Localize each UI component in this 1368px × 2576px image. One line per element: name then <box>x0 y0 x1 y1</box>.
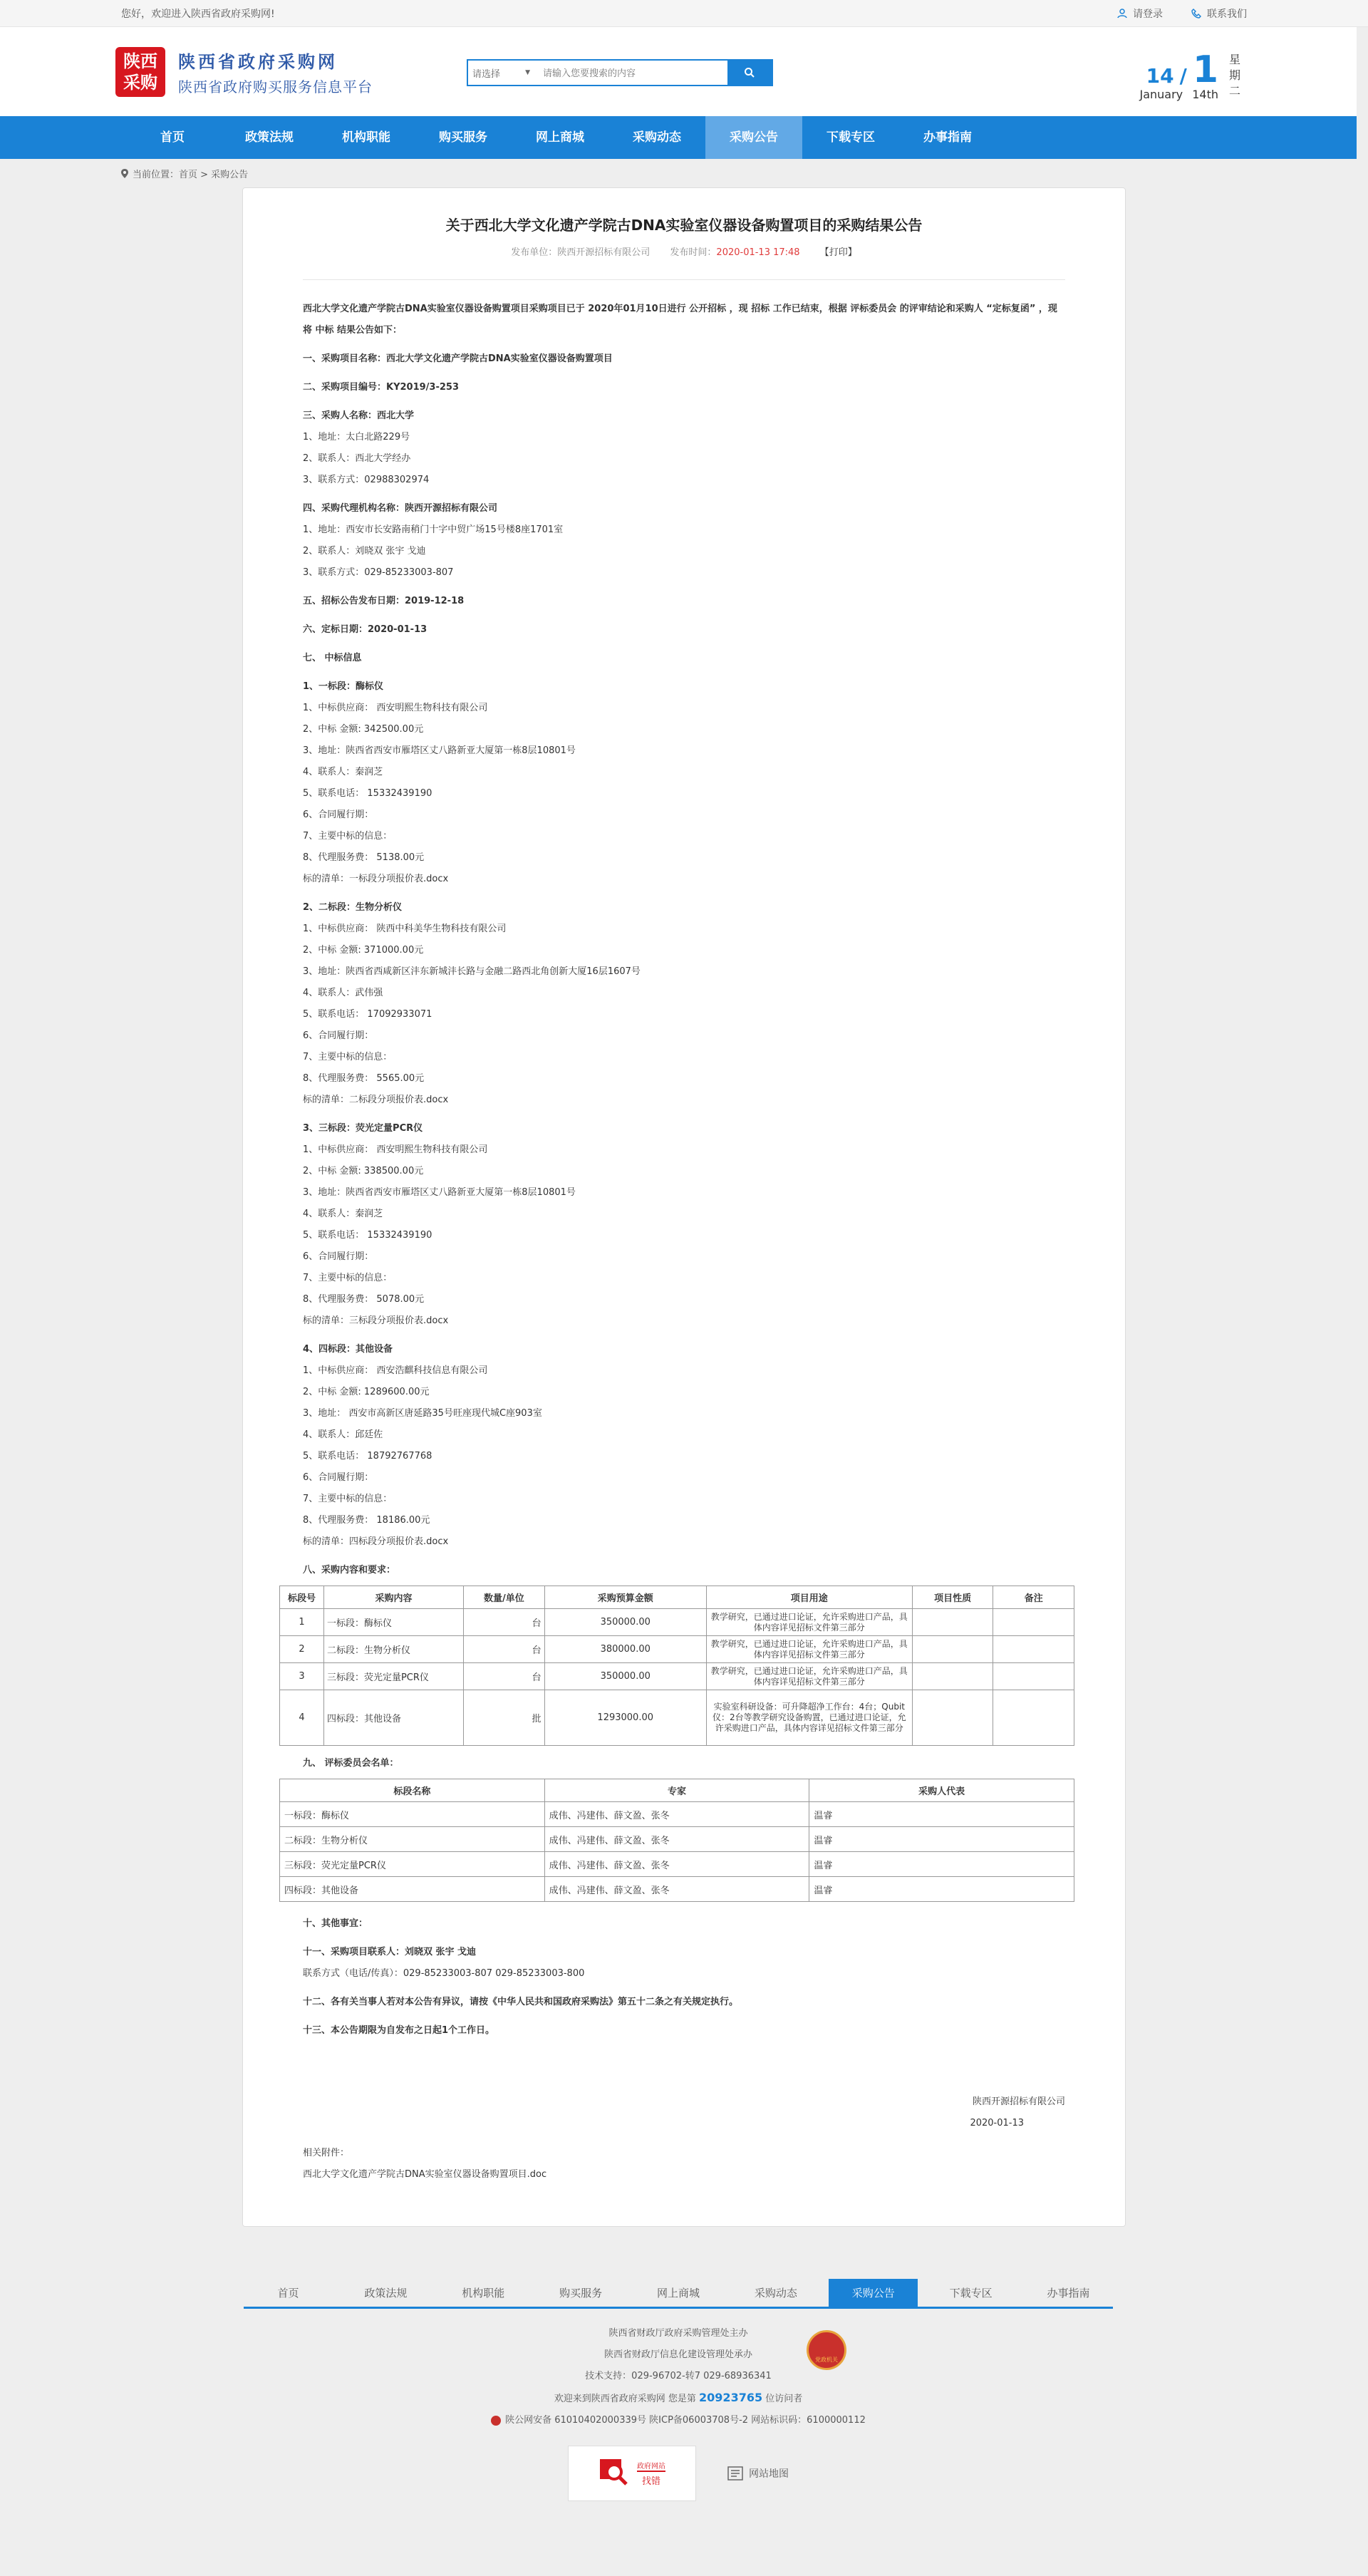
article-line: 七、 中标信息 <box>303 653 362 663</box>
article-line: 2、联系人：西北大学经办 <box>303 453 411 464</box>
lot-detail[interactable]: 标的清单：一标段分项报价表.docx <box>303 874 449 884</box>
table-cell: 温睿 <box>809 1802 1074 1827</box>
header <box>0 27 1357 116</box>
welcome-text: 您好，欢迎进入陕西省政府采购网! <box>121 9 275 20</box>
search-icon <box>744 67 755 78</box>
contact-link[interactable]: 联系我们 <box>1191 6 1247 21</box>
article-card <box>242 187 1126 2227</box>
article-line: 六、定标日期：2020-01-13 <box>303 624 428 635</box>
lot-detail: 1、中标供应商： 西安明熙生物科技有限公司 <box>303 1144 488 1155</box>
article-line: 1、地址：太白北路229号 <box>303 432 410 443</box>
footer-nav-policy[interactable]: 政策法规 <box>364 2287 408 2300</box>
table-cell: 350000.00 <box>544 1609 706 1636</box>
nav-home[interactable]: 首页 <box>160 130 185 145</box>
footer-nav-downloads[interactable]: 下载专区 <box>949 2287 993 2300</box>
lot-detail: 8、代理服务费： 5078.00元 <box>303 1294 425 1305</box>
article-line: 3、联系方式：02988302974 <box>303 475 430 485</box>
table-cell: 温睿 <box>809 1852 1074 1877</box>
lot-detail: 4、联系人：武伟强 <box>303 988 383 998</box>
table-cell <box>993 1663 1074 1690</box>
table-cell: 成伟、冯建伟、薛文盈、张冬 <box>544 1802 809 1827</box>
sitemap-icon <box>727 2466 743 2481</box>
table-header: 项目用途 <box>706 1586 912 1609</box>
print-button[interactable]: 【打印】 <box>819 247 857 258</box>
table-header: 采购预算金额 <box>544 1586 706 1609</box>
table-cell <box>912 1690 993 1746</box>
table-cell <box>993 1690 1074 1746</box>
lot-detail: 3、地址： 西安市高新区唐延路35号旺座现代城C座903室 <box>303 1408 542 1419</box>
lot-detail[interactable]: 标的清单：三标段分项报价表.docx <box>303 1315 449 1326</box>
article-line: 二、采购项目编号：KY2019/3-253 <box>303 382 459 393</box>
police-badge-icon <box>491 2416 501 2426</box>
chevron-down-icon: ▼ <box>525 69 530 76</box>
lot-detail: 7、主要中标的信息： <box>303 1494 393 1504</box>
table-row <box>280 1827 1074 1852</box>
table-row <box>280 1852 1074 1877</box>
article-body: 西北大学文化遗产学院古DNA实验室仪器设备购置项目采购项目已于 2020年01月10日进行 公开招标 ，现 招标 工作已结束，根据 评标委员会 的评审结论和采购人 “定标复函” ，现将 中标 结果公告如下： 一、采购项目名称：西北大学文化遗产学院古DNA实验室仪器设备购置项目 二、采购项目编号：KY2019/3-253 三、采购人名称：西北大学 1、地址：太白北路229号 2、联系人：西北大学经办 3、联系方式：02988302974 四、采购代理机构名称：陕西开源招标有限公司 1、地址：西安市长安路南稍门十字中贸广场15号楼8座1701室 2、联系人：刘晓双 张宇 戈迪 3、联系方式：029-85233003-807 五、招标公告发布日期：2019-12-18 六、定标日期：2020-01-13 七、 中标信息 1、一标段：酶标仪 1、中标供应商： 西安明熙生物科技有限公司 2、中标 金额: 342500.00元 3、地址：陕西省西安市雁塔区丈八路新亚大厦第一栋8层10801号 4、联系人：秦润芝 5、联系电话： 15332439190 6、合同履行期： 7、主要中标的信息： 8、代理服务费： 5138.00元 标的清单：一标段分项报价表.docx 2、二标段：生物分析仪 1、中标供应商： 陕西中科美华生物科技有限公司 2、中标 金额: 371000.00元 3、地址：陕西省西咸新区沣东新城沣长路与金融二路西北角创新大厦16层1607号 4、联系人：武伟强 5、联系电话： 17092933071 6、合同履行期： 7、主要中标的信息： 8、代理服务费： 5565.00元 标的清单：二标段分项报价表.docx 3、三标段：荧光定量PCR仪 1、中标供应商： 西安明熙生物科技有限公司 2、中标 金额: 338500.00元 3、地址：陕西省西安市雁塔区丈八路新亚大厦第一栋8层10801号 4、联系人：秦润芝 5、联系电话： 15332439190 6、合同履行期： 7、主要中标的信息： 8、代理服务费： 5078.00元 标的清单：三标段分项报价表.docx 4、四标段：其他设备 1、中标供应商： 西安浩麒科技信息有限公司 2、中标 金额: 1289600.00元 3、地址： 西安市高新区唐延路35号旺座现代城C座903室 4、联系人：邱廷佐 5、联系电话： 18792767768 6、合同履行期： 7、主要中标的信息： 8、代理服务费： 18186.00元 标的清单：四标段分项报价表.docx 八、采购内容和要求： 标段号 采购内容 数量/单位 采购预算金额 项目用途 项目性质 备注 1 一标段：酶标仪 台 350000.00 教学研究，已通过进口论证，允许采购进口产品，具体内容详见招标文件第三部分 2 二标段：生物分析仪 台 380000.00 教学研究，已通过进口论证，允许采购进口产品，具体内容详见招标文件第三部分 3 三标段：荧光定量PCR仪 台 350000.00 教学研究，已通过进口论证，允许采购进口产品，具体内容详见招标文件第三部分 4 四标段：其他设备 批 1293000.00 实验室科研设备：可升降超净工作台：4台；Qubit仪：2台等教学研究设备购置，已通过进口论证，允许采购进口产品，具体内容详见招标文件第三部分 九、 评标委员会名单： 标段名称 专家 采购人代表 一标段：酶标仪 成伟、冯建伟、薛文盈、张冬 温睿 二标段：生物分析仪 成伟、冯建伟、薛文盈、张冬 温睿 三标段：荧光定量PCR仪 成伟、冯建伟、薛文盈、张冬 温睿 四标段：其他设备 成伟、冯建伟、薛文盈、张冬 温睿 十、其他事宜： 十一、采购项目联系人：刘晓双 张宇 戈迪 联系方式（电话/传真）：029-85233003-807 029-85233003-800 十二、各有关当事人若对本公告有异议，请按《中华人民共和国政府采购法》第五十二条之有关规定执行。 十三、本公告期限为自发布之日起1个工作日。 陕西开源招标有限公司 2020-01-13 相关附件： 西北大学文化遗产学院古DNA实验室仪器设备购置项目.doc <box>303 299 1065 2186</box>
lot-detail: 5、联系电话： 15332439190 <box>303 788 432 799</box>
table-cell: 台 <box>464 1609 545 1636</box>
top-bar <box>0 0 1368 27</box>
table-cell: 教学研究，已通过进口论证，允许采购进口产品，具体内容详见招标文件第三部分 <box>706 1663 912 1690</box>
footer-nav-announcements[interactable]: 采购公告 <box>829 2279 918 2307</box>
table-row <box>280 1663 1074 1690</box>
footer-nav-guide[interactable]: 办事指南 <box>1047 2287 1090 2300</box>
table-cell: 二标段：生物分析仪 <box>280 1827 545 1852</box>
article-line: 四、采购代理机构名称：陕西开源招标有限公司 <box>303 503 498 514</box>
table-cell: 350000.00 <box>544 1663 706 1690</box>
table-cell: 三标段：荧光定量PCR仪 <box>323 1663 463 1690</box>
lot-detail: 8、代理服务费： 5565.00元 <box>303 1073 425 1084</box>
table-cell: 一标段：酶标仪 <box>280 1802 545 1827</box>
footer-nav-online-mall[interactable]: 网上商城 <box>656 2287 700 2300</box>
table-header: 标段号 <box>280 1586 324 1609</box>
lot-detail: 5、联系电话： 17092933071 <box>303 1009 432 1020</box>
nav-purchase-service[interactable]: 购买服务 <box>439 130 487 145</box>
lot-detail: 3、地址：陕西省西安市雁塔区丈八路新亚大厦第一栋8层10801号 <box>303 1187 576 1198</box>
table-header: 项目性质 <box>912 1586 993 1609</box>
table-cell: 教学研究，已通过进口论证，允许采购进口产品，具体内容详见招标文件第三部分 <box>706 1636 912 1663</box>
date-widget: 14 / 1 January 14th 星期二 <box>1139 48 1240 101</box>
lot-detail: 7、主要中标的信息： <box>303 1052 393 1062</box>
party-emblem[interactable]: 党政机关 <box>807 2330 846 2370</box>
table-row <box>280 1877 1074 1902</box>
search-category-select[interactable]: 请选择 ▼ <box>472 68 530 80</box>
lot-detail: 2、中标 金额: 338500.00元 <box>303 1166 424 1176</box>
lot-detail: 6、合同履行期： <box>303 1251 374 1262</box>
nav-online-mall[interactable]: 网上商城 <box>536 130 584 145</box>
table-cell: 1293000.00 <box>544 1690 706 1746</box>
nav-guide[interactable]: 办事指南 <box>923 130 972 145</box>
table-row <box>280 1690 1074 1746</box>
table-cell <box>912 1663 993 1690</box>
lot-heading: 3、三标段：荧光定量PCR仪 <box>303 1123 423 1134</box>
table-row <box>280 1802 1074 1827</box>
lot-heading: 4、四标段：其他设备 <box>303 1344 393 1355</box>
sitemap-link[interactable]: 网站地图 <box>727 2466 789 2481</box>
article-line: 2、联系人：刘晓双 张宇 戈迪 <box>303 546 426 557</box>
table-cell: 380000.00 <box>544 1636 706 1663</box>
table-cell: 2 <box>280 1636 324 1663</box>
table-cell: 三标段：荧光定量PCR仪 <box>280 1852 545 1877</box>
lot-detail: 2、中标 金额: 371000.00元 <box>303 945 424 956</box>
location-pin-icon <box>121 169 128 178</box>
table-cell <box>912 1636 993 1663</box>
table-header: 采购内容 <box>323 1586 463 1609</box>
signature-date: 2020-01-13 <box>970 2118 1024 2128</box>
table-cell: 实验室科研设备：可升降超净工作台：4台；Qubit仪：2台等教学研究设备购置，已通过进口论证，允许采购进口产品，具体内容详见招标文件第三部分 <box>706 1690 912 1746</box>
attachment-link[interactable]: 西北大学文化遗产学院古DNA实验室仪器设备购置项目.doc <box>303 2169 547 2180</box>
search-bar <box>467 59 773 86</box>
table-cell: 成伟、冯建伟、薛文盈、张冬 <box>544 1877 809 1902</box>
footer-nav <box>244 2279 1113 2309</box>
nav-policy[interactable]: 政策法规 <box>245 130 294 145</box>
article-line: 3、联系方式：029-85233003-807 <box>303 567 454 578</box>
logo-emblem: 陕西 采购 <box>115 47 165 97</box>
footer-nav-purchase-service[interactable]: 购买服务 <box>559 2287 603 2300</box>
user-icon <box>1117 9 1127 19</box>
lot-detail: 6、合同履行期： <box>303 1472 374 1483</box>
login-link[interactable]: 请登录 <box>1117 6 1163 21</box>
intro-paragraph: 西北大学文化遗产学院古DNA实验室仪器设备购置项目采购项目已于 2020年01月10日进行 公开招标 ，现 招标 工作已结束，根据 评标委员会 的评审结论和采购人 “定标复函” ，现将 中标 结果公告如下： <box>303 304 1057 336</box>
lot-heading: 2、二标段：生物分析仪 <box>303 902 403 913</box>
table-cell: 4 <box>280 1690 324 1746</box>
lot-detail: 7、主要中标的信息： <box>303 831 393 842</box>
gov-site-error-badge[interactable]: 政府网站 找错 <box>568 2446 696 2501</box>
lot-detail: 6、合同履行期： <box>303 809 374 820</box>
lot-detail: 5、联系电话： 15332439190 <box>303 1230 432 1241</box>
footer-nav-institutions[interactable]: 机构职能 <box>462 2287 505 2300</box>
lot-detail: 2、中标 金额: 1289600.00元 <box>303 1387 430 1397</box>
table-cell: 一标段：酶标仪 <box>323 1609 463 1636</box>
committee-table <box>279 1779 1074 1902</box>
footer-nav-procurement-news[interactable]: 采购动态 <box>754 2287 797 2300</box>
lot-detail: 3、地址：陕西省西咸新区沣东新城沣长路与金融二路西北角创新大厦16层1607号 <box>303 966 641 977</box>
lot-heading: 1、一标段：酶标仪 <box>303 681 384 692</box>
magnifier-icon <box>598 2458 630 2489</box>
table-header: 采购人代表 <box>809 1779 1074 1802</box>
site-title: 陕西省政府采购网 <box>178 52 338 72</box>
main-nav <box>0 116 1357 159</box>
lot-detail: 1、中标供应商： 西安浩麒科技信息有限公司 <box>303 1365 488 1376</box>
lot-detail: 4、联系人：秦润芝 <box>303 1209 383 1219</box>
table-cell <box>912 1609 993 1636</box>
table-header: 专家 <box>544 1779 809 1802</box>
table-row <box>280 1609 1074 1636</box>
table-cell: 温睿 <box>809 1877 1074 1902</box>
search-input[interactable] <box>536 61 727 85</box>
lot-detail: 1、中标供应商： 陕西中科美华生物科技有限公司 <box>303 924 507 934</box>
table-cell: 二标段：生物分析仪 <box>323 1636 463 1663</box>
table-cell: 四标段：其他设备 <box>280 1877 545 1902</box>
nav-downloads[interactable]: 下载专区 <box>826 130 875 145</box>
phone-icon <box>1191 9 1201 19</box>
lot-detail: 4、联系人：邱廷佐 <box>303 1429 383 1440</box>
procurement-table <box>279 1586 1074 1746</box>
lot-detail: 3、地址：陕西省西安市雁塔区丈八路新亚大厦第一栋8层10801号 <box>303 745 576 756</box>
table-cell: 台 <box>464 1636 545 1663</box>
table-cell <box>993 1636 1074 1663</box>
table-cell: 成伟、冯建伟、薛文盈、张冬 <box>544 1852 809 1877</box>
site-subtitle: 陕西省政府购买服务信息平台 <box>178 78 373 95</box>
table-header: 标段名称 <box>280 1779 545 1802</box>
table-cell: 台 <box>464 1663 545 1690</box>
table-cell: 温睿 <box>809 1827 1074 1852</box>
lot-detail: 5、联系电话： 18792767768 <box>303 1451 432 1462</box>
visitor-count: 20923765 <box>699 2391 763 2404</box>
table-cell: 1 <box>280 1609 324 1636</box>
weekday: 星期二 <box>1228 53 1240 98</box>
table-cell: 批 <box>464 1690 545 1746</box>
table-row <box>280 1636 1074 1663</box>
lot-detail: 8、代理服务费： 18186.00元 <box>303 1515 430 1526</box>
article-meta: 发布单位：陕西开源招标有限公司 发布时间：2020-01-13 17:48 【打印】 <box>303 244 1065 280</box>
table-header: 备注 <box>993 1586 1074 1609</box>
article-line: 1、地址：西安市长安路南稍门十字中贸广场15号楼8座1701室 <box>303 524 564 535</box>
table-cell: 四标段：其他设备 <box>323 1690 463 1746</box>
table-cell: 3 <box>280 1663 324 1690</box>
lot-detail: 4、联系人：秦润芝 <box>303 767 383 777</box>
breadcrumb: 当前位置：首页 > 采购公告 <box>121 159 1247 187</box>
table-cell: 成伟、冯建伟、薛文盈、张冬 <box>544 1827 809 1852</box>
footer-nav-home[interactable]: 首页 <box>277 2287 299 2300</box>
lot-detail[interactable]: 标的清单：四标段分项报价表.docx <box>303 1536 449 1547</box>
article-title: 关于西北大学文化遗产学院古DNA实验室仪器设备购置项目的采购结果公告 <box>445 217 923 234</box>
article-line: 五、招标公告发布日期：2019-12-18 <box>303 596 465 606</box>
lot-detail: 8、代理服务费： 5138.00元 <box>303 852 425 863</box>
article-line: 三、采购人名称：西北大学 <box>303 410 415 421</box>
lot-detail: 2、中标 金额: 342500.00元 <box>303 724 424 735</box>
article-line: 一、采购项目名称：西北大学文化遗产学院古DNA实验室仪器设备购置项目 <box>303 353 613 364</box>
table-cell <box>993 1609 1074 1636</box>
lot-detail[interactable]: 标的清单：二标段分项报价表.docx <box>303 1095 449 1105</box>
footer: 首页 政策法规 机构职能 购买服务 网上商城 采购动态 采购公告 下载专区 办事指南 陕西省财政厅政府采购管理处主办 陕西省财政厅信息化建设管理处承办 技术支持：029-96702-转7 029-68936341 欢迎来到陕西省政府采购网 您是第 20923765 位访问者 陕公网安备 61010402000339号 陕ICP备06003708号-2 网站标识码：6100000112 党政机关 政府网站 找错 网站地图 <box>0 2261 1357 2576</box>
lot-detail: 7、主要中标的信息： <box>303 1273 393 1283</box>
nav-announcements[interactable]: 采购公告 <box>705 116 802 159</box>
nav-procurement-news[interactable]: 采购动态 <box>633 130 681 145</box>
signature-org: 陕西开源招标有限公司 <box>972 2096 1065 2107</box>
lot-detail: 6、合同履行期： <box>303 1030 374 1041</box>
nav-institutions[interactable]: 机构职能 <box>342 130 390 145</box>
table-header: 数量/单位 <box>464 1586 545 1609</box>
lot-detail: 1、中标供应商： 西安明熙生物科技有限公司 <box>303 703 488 713</box>
table-cell: 教学研究，已通过进口论证，允许采购进口产品，具体内容详见招标文件第三部分 <box>706 1609 912 1636</box>
site-logo[interactable] <box>115 47 373 97</box>
search-button[interactable] <box>727 61 772 85</box>
